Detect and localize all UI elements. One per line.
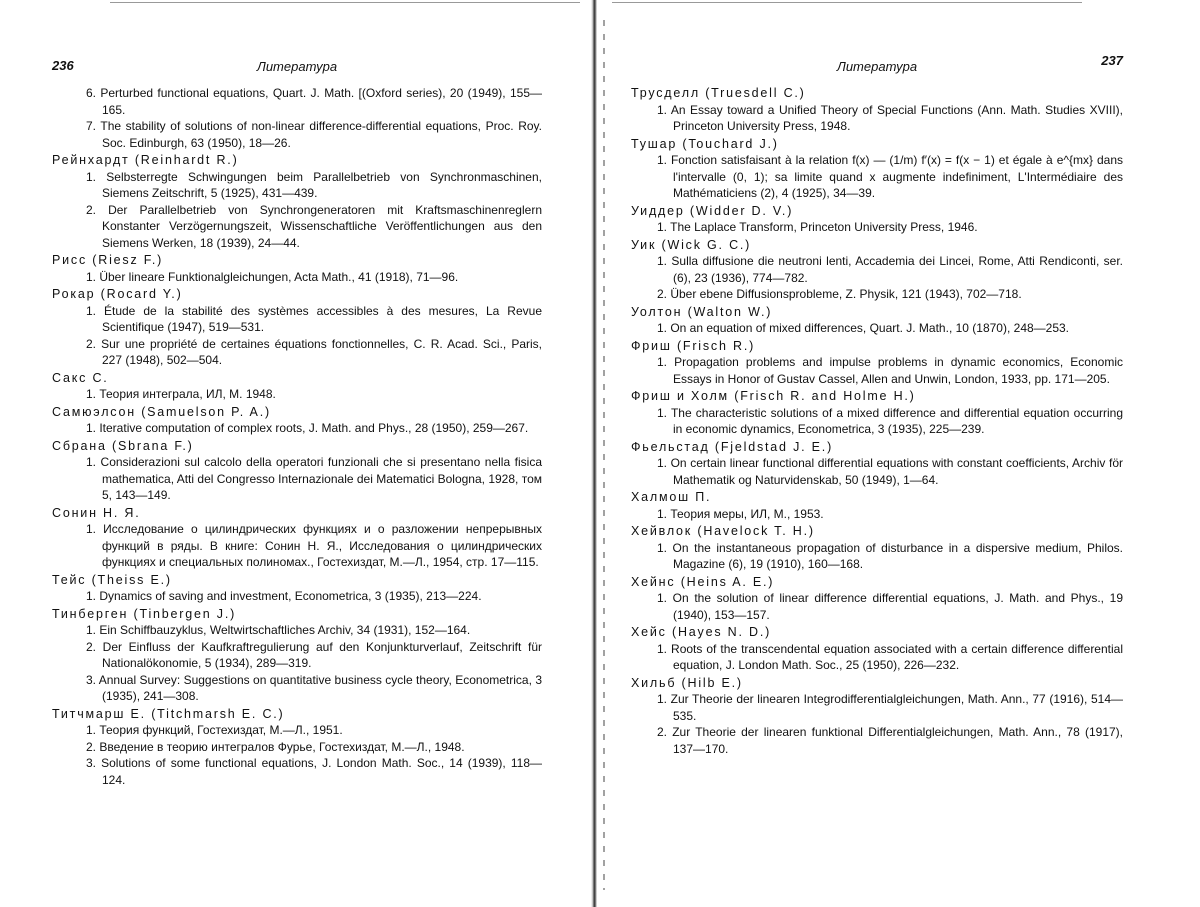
bibliography-entry: 1. On the instantaneous propagation of disturbance in a dispersive medium, Philos. Magazine (6), 19 (1910), 160—168. (631, 540, 1123, 573)
left-page (52, 55, 542, 788)
spine-shadow (603, 20, 605, 890)
bibliography-entry: 1. An Essay toward a Unified Theory of Special Functions (Ann. Math. Studies XVIII), Princeton University Press, 1948. (631, 102, 1123, 135)
right-page (631, 55, 1123, 757)
author-heading: Халмош П. (631, 489, 1123, 506)
bibliography-entry: 7. The stability of solutions of non-linear difference-differential equations, Proc. Roy. Soc. Edinburgh, 63 (1950), 18—26. (52, 118, 542, 151)
author-heading: Хейнс (Heins A. E.) (631, 574, 1123, 591)
bibliography-entry: 1. Теория меры, ИЛ, М., 1953. (631, 506, 1123, 523)
bibliography-entry: 1. Roots of the transcendental equation associated with a certain difference differential equation, J. London Math. Soc., 25 (1950), 226—232. (631, 641, 1123, 674)
running-title: Литература (52, 59, 542, 76)
bibliography-entry: 1. Über lineare Funktionalgleichungen, Acta Math., 41 (1918), 71—96. (52, 269, 542, 286)
top-edge-right (612, 2, 1082, 3)
bibliography-entry: 1. Zur Theorie der linearen Integrodifferentialgleichungen, Math. Ann., 77 (1916), 514—535. (631, 691, 1123, 724)
author-heading: Тейс (Theiss E.) (52, 572, 542, 589)
bibliography-entry: 1. On certain linear functional differential equations with constant coefficients, Archiv för Mathematik og Naturvidenskab, 50 (1949), 1—64. (631, 455, 1123, 488)
bibliography-list (631, 85, 1123, 757)
bibliography-entry: 3. Solutions of some functional equations, J. London Math. Soc., 14 (1939), 118—124. (52, 755, 542, 788)
book-spine (591, 0, 597, 907)
bibliography-entry: 1. Ein Schiffbauzyklus, Weltwirtschaftliches Archiv, 34 (1931), 152—164. (52, 622, 542, 639)
author-heading: Уолтон (Walton W.) (631, 304, 1123, 321)
bibliography-entry: 1. The characteristic solutions of a mixed difference and differential equation occurring in economic dynamics, Econometrica, 3 (1935), 225—239. (631, 405, 1123, 438)
bibliography-entry: 1. Теория интеграла, ИЛ, М. 1948. (52, 386, 542, 403)
author-heading: Рисс (Riesz F.) (52, 252, 542, 269)
bibliography-entry: 1. On the solution of linear difference differential equations, J. Math. and Phys., 19 (1940), 153—157. (631, 590, 1123, 623)
author-heading: Сонин Н. Я. (52, 505, 542, 522)
top-edge-left (110, 2, 580, 3)
bibliography-entry: 1. Propagation problems and impulse problems in dynamic economics, Economic Essays in Honor of Gustav Cassel, Allen and Unwin, London, 1933, pp. 171—205. (631, 354, 1123, 387)
bibliography-entry: 1. Iterative computation of complex roots, J. Math. and Phys., 28 (1950), 259—267. (52, 420, 542, 437)
author-heading: Тинберген (Tinbergen J.) (52, 606, 542, 623)
bibliography-entry: 1. Исследование о цилиндрических функциях и о разложении непрерывных функций в ряды. В книге: Сонин Н. Я., Исследования о цилиндрических функциях и специальных полиномах., Гостехиздат, М.—Л., 1954, стр. 17—115. (52, 521, 542, 571)
bibliography-entry: 1. Selbsterregte Schwingungen beim Parallelbetrieb von Synchronmaschinen, Siemens Zeitschrift, 5 (1925), 431—439. (52, 169, 542, 202)
author-heading: Фриш (Frisch R.) (631, 338, 1123, 355)
running-title: Литература (631, 59, 1123, 76)
page-number: 236 (52, 58, 74, 75)
author-heading: Хильб (Hilb E.) (631, 675, 1123, 692)
bibliography-entry: 1. Étude de la stabilité des systèmes accessibles à des mesures, La Revue Scientifique (1947), 519—531. (52, 303, 542, 336)
author-heading: Самюэлсон (Samuelson P. A.) (52, 404, 542, 421)
bibliography-entry: 3. Annual Survey: Suggestions on quantitative business cycle theory, Econometrica, 3 (1935), 241—308. (52, 672, 542, 705)
bibliography-entry: 2. Der Einfluss der Kaufkraftregulierung auf den Konjunkturverlauf, Zeitschrift für Nationalökonomie, 5 (1934), 289—319. (52, 639, 542, 672)
author-heading: Фьельстад (Fjeldstad J. E.) (631, 439, 1123, 456)
bibliography-entry: 2. Введение в теорию интегралов Фурье, Гостехиздат, М.—Л., 1948. (52, 739, 542, 756)
bibliography-entry: 1. On an equation of mixed differences, Quart. J. Math., 10 (1870), 248—253. (631, 320, 1123, 337)
bibliography-entry: 2. Über ebene Diffusionsprobleme, Z. Physik, 121 (1943), 702—718. (631, 286, 1123, 303)
author-heading: Хейс (Hayes N. D.) (631, 624, 1123, 641)
bibliography-entry: 1. Теория функций, Гостехиздат, М.—Л., 1951. (52, 722, 542, 739)
bibliography-entry: 6. Perturbed functional equations, Quart. J. Math. [(Oxford series), 20 (1949), 155—165. (52, 85, 542, 118)
bibliography-entry: 1. Fonction satisfaisant à la relation f(x) — (1/m) f′(x) = f(x − 1) et égale à e^{mx} dans l'intervalle (0, 1); sa limite quand x augmente indefiniment, L'Intermédiaire des Mathématiciens (2), 4 (1925), 34—39. (631, 152, 1123, 202)
right-page-header (631, 55, 1123, 75)
author-heading: Титчмарш Е. (Titchmarsh E. C.) (52, 706, 542, 723)
author-heading: Сакс С. (52, 370, 542, 387)
left-page-header (52, 55, 542, 75)
author-heading: Тушар (Touchard J.) (631, 136, 1123, 153)
author-heading: Трусделл (Truesdell C.) (631, 85, 1123, 102)
bibliography-list (52, 85, 542, 788)
bibliography-entry: 2. Sur une propriété de certaines équations fonctionnelles, C. R. Acad. Sci., Paris, 227 (1948), 502—504. (52, 336, 542, 369)
author-heading: Рейнхардт (Reinhardt R.) (52, 152, 542, 169)
bibliography-entry: 2. Der Parallelbetrieb von Synchrongeneratoren mit Kraftsmaschinenreglern Konstanter Verzögernungszeit, Wissenschaftliche Veröffentlichungen aus den Siemens Werken, 18 (1939), 24—44. (52, 202, 542, 252)
bibliography-entry: 2. Zur Theorie der linearen funktional Differentialgleichungen, Math. Ann., 78 (1917), 137—170. (631, 724, 1123, 757)
bibliography-entry: 1. Considerazioni sul calcolo della operatori funzionali che si presentano nella fisica mathematica, Atti del Congresso Internazionale dei Matematici Bologna, 1928, том 5, 143—149. (52, 454, 542, 504)
bibliography-entry: 1. The Laplace Transform, Princeton University Press, 1946. (631, 219, 1123, 236)
page-number: 237 (1101, 53, 1123, 70)
bibliography-entry: 1. Dynamics of saving and investment, Econometrica, 3 (1935), 213—224. (52, 588, 542, 605)
author-heading: Рокар (Rocard Y.) (52, 286, 542, 303)
bibliography-entry: 1. Sulla diffusione die neutroni lenti, Accademia dei Lincei, Rome, Atti Rendiconti, ser. (6), 23 (1936), 774—782. (631, 253, 1123, 286)
author-heading: Сбрана (Sbrana F.) (52, 438, 542, 455)
author-heading: Хейвлок (Havelock T. H.) (631, 523, 1123, 540)
author-heading: Фриш и Холм (Frisch R. and Holme H.) (631, 388, 1123, 405)
author-heading: Уиддер (Widder D. V.) (631, 203, 1123, 220)
author-heading: Уик (Wick G. C.) (631, 237, 1123, 254)
